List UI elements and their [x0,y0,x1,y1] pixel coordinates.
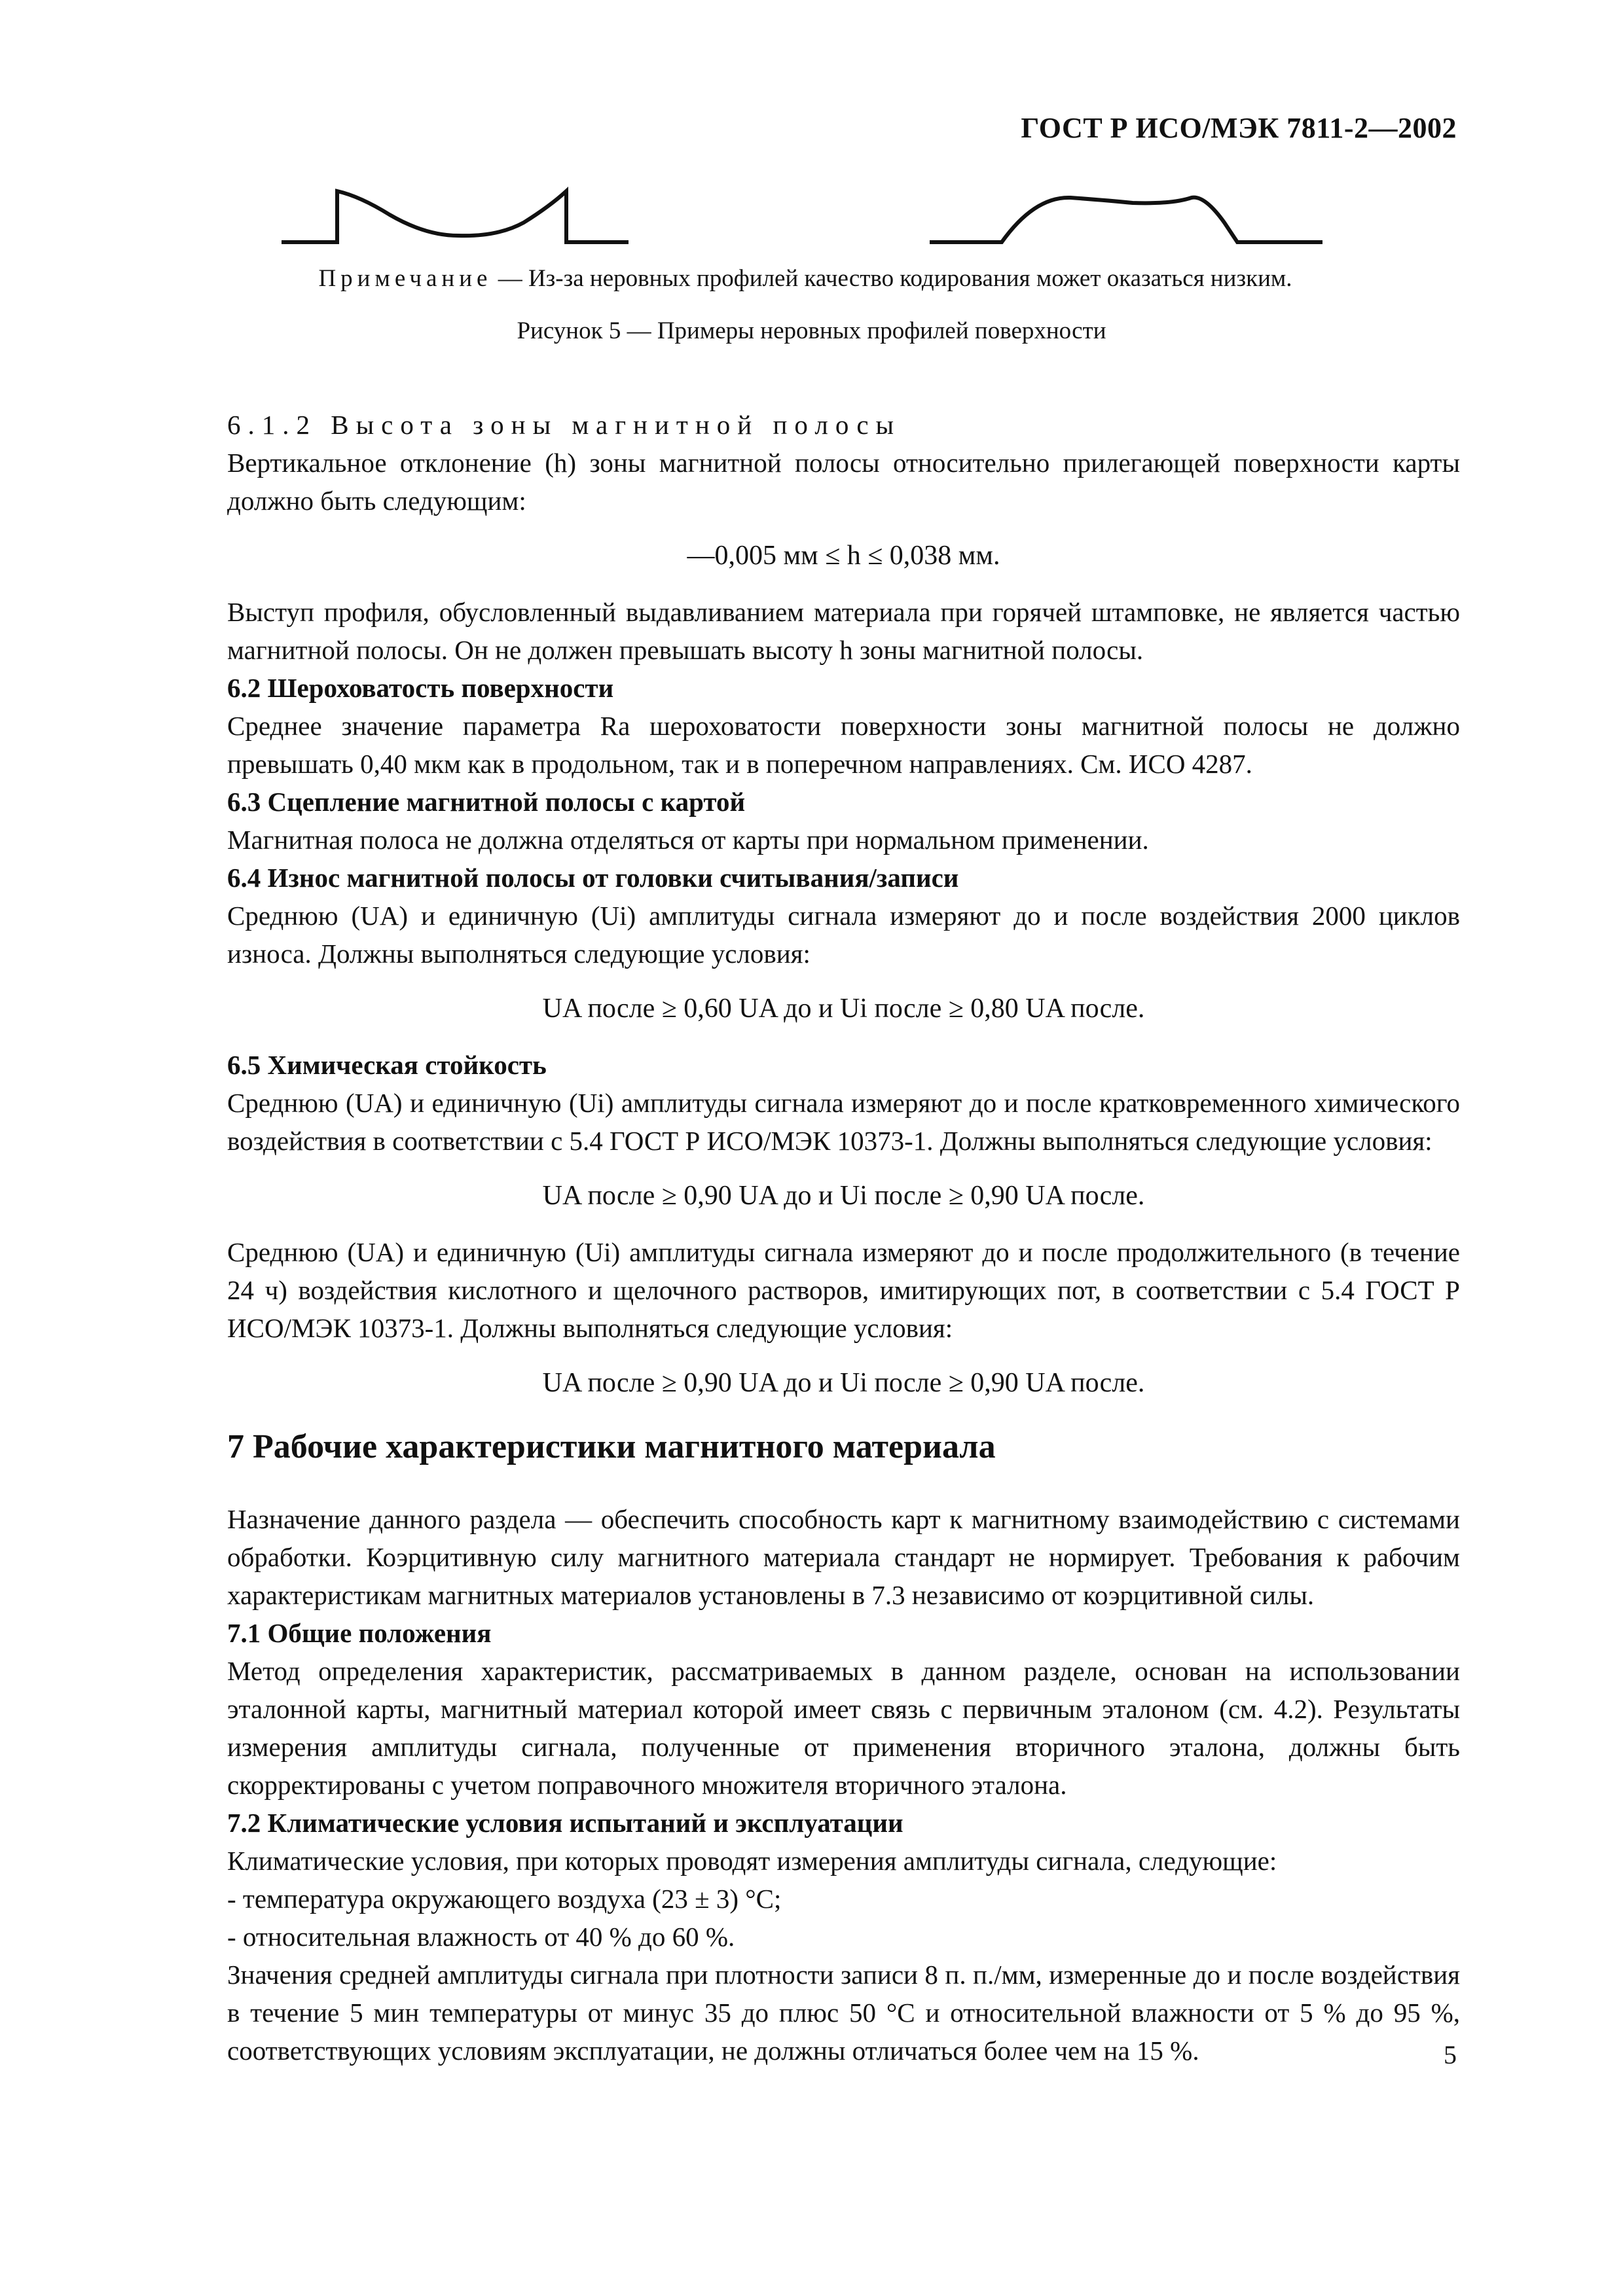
section-7-heading: 7 Рабочие характеристики магнитного материала [227,1428,996,1465]
paragraph: Вертикальное отклонение (h) зоны магнитной полосы относительно прилегающей поверхности карты должно быть следующим: [227,448,1460,516]
document-body [227,406,1460,2070]
page-number: 5 [1444,2040,1457,2070]
paragraph: Метод определения характеристик, рассматриваемых в данном разделе, основан на использовании эталонной карты, магнитный материал которой имеет связь с первичным эталоном (см. 4.2). Результаты измерения амплитуды сигнала, полученные от применения вторичного эталона, должны быть скорректированы с учетом поправочного множителя вторичного эталона. [227,1656,1460,1800]
list-item: - относительная влажность от 40 % до 60 %. [227,1922,735,1952]
heading-7-1: 7.1 Общие положения [227,1618,492,1648]
heading-6-1-2: 6.1.2 Высота зоны магнитной полосы [227,410,902,440]
profile-drawings [275,177,1375,255]
formula-chem-long: UA после ≥ 0,90 UA до и Ui после ≥ 0,90 UA после. [542,1368,1145,1398]
paragraph: Среднее значение параметра Ra шероховатости поверхности зоны магнитной полосы не должно превышать 0,40 мкм как в продольном, так и в поперечном направлениях. См. ИСО 4287. [227,711,1460,779]
figure-caption: Рисунок 5 — Примеры неровных профилей поверхности [517,317,1106,344]
profile-right [930,198,1322,242]
formula-h: —0,005 мм ≤ h ≤ 0,038 мм. [687,541,1000,571]
heading-6-2: 6.2 Шероховатость поверхности [227,673,614,703]
surface-profile-figure [275,177,1375,255]
formula-wear: UA после ≥ 0,60 UA до и Ui после ≥ 0,80 UA после. [542,994,1145,1024]
paragraph: Климатические условия, при которых проводят измерения амплитуды сигнала, следующие: [227,1846,1277,1876]
note-text: — Из-за неровных профилей качество кодирования может оказаться низким. [498,265,1292,292]
paragraph: Магнитная полоса не должна отделяться от карты при нормальном применении. [227,825,1149,855]
list-item: - температура окружающего воздуха (23 ± 3) °С; [227,1884,782,1914]
heading-6-3: 6.3 Сцепление магнитной полосы с картой [227,787,746,817]
profile-left [282,191,629,242]
heading-7-2: 7.2 Климатические условия испытаний и эксплуатации [227,1808,903,1838]
paragraph: Назначение данного раздела — обеспечить способность карт к магнитному взаимодействию с системами обработки. Коэрцитивную силу магнитного материала стандарт не нормирует. Требования к рабочим характеристикам магнитных материалов установлены в 7.3 независимо от коэрцитивной силы. [227,1504,1460,1610]
paragraph: Среднюю (UA) и единичную (Ui) амплитуды сигнала измеряют до и после воздействия 2000 циклов износа. Должны выполняться следующие условия: [227,901,1460,969]
figure-note [216,264,1395,293]
paragraph: Значения средней амплитуды сигнала при плотности записи 8 п. п./мм, измеренные до и после воздействия в течение 5 мин температуры от минус 35 до плюс 50 °С и относительной влажности от 5 % до 95 %, соответствующих условиям эксплуатации, не должны отличаться более чем на 15 %. [227,1960,1460,2066]
paragraph: Среднюю (UA) и единичную (Ui) амплитуды сигнала измеряют до и после продолжительного (в течение 24 ч) воздействия кислотного и щелочного растворов, имитирующих пот, в соответствии с 5.4 ГОСТ Р ИСО/МЭК 10373-1. Должны выполняться следующие условия: [227,1237,1460,1343]
formula-chem-short: UA после ≥ 0,90 UA до и Ui после ≥ 0,90 UA после. [542,1181,1145,1211]
note-label: Примечание [318,265,492,292]
standard-header: ГОСТ Р ИСО/МЭК 7811-2—2002 [1021,112,1457,144]
paragraph: Выступ профиля, обусловленный выдавливанием материала при горячей штамповке, не является частью магнитной полосы. Он не должен превышать высоту h зоны магнитной полосы. [227,597,1460,665]
heading-6-4: 6.4 Износ магнитной полосы от головки считывания/записи [227,863,959,893]
paragraph: Среднюю (UA) и единичную (Ui) амплитуды сигнала измеряют до и после кратковременного химического воздействия в соответствии с 5.4 ГОСТ Р ИСО/МЭК 10373-1. Должны выполняться следующие условия: [227,1088,1460,1156]
heading-6-5: 6.5 Химическая стойкость [227,1050,547,1080]
